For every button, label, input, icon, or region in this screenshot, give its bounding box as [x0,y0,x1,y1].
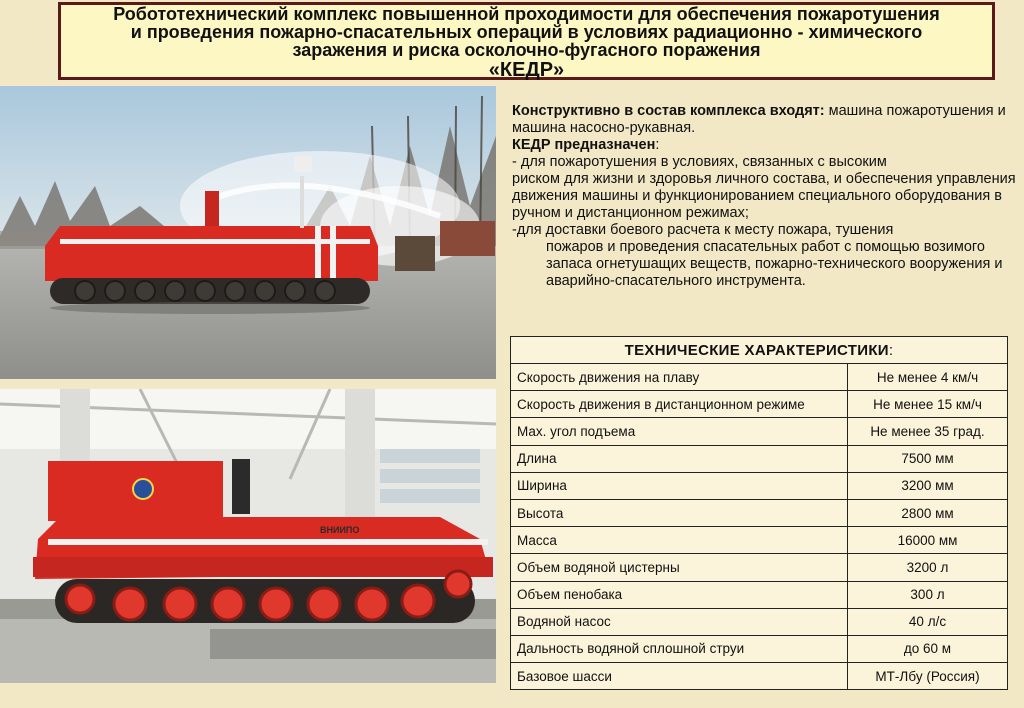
spec-param: Мах. угол подъема [511,418,848,445]
purpose-heading [512,137,1017,154]
description [512,103,1017,290]
spec-value: 2800 мм [848,499,1008,526]
spec-value: Не менее 15 км/ч [848,391,1008,418]
spec-row [511,391,1008,418]
spec-row [511,499,1008,526]
photo-vehicle-outdoor [0,86,496,379]
spec-value: 40 л/с [848,608,1008,635]
photo-vehicle-hangar [0,389,496,683]
spec-value: 3200 мм [848,472,1008,499]
spec-row [511,445,1008,472]
spec-row [511,635,1008,662]
spec-row [511,554,1008,581]
spec-value: 3200 л [848,554,1008,581]
spec-param: Ширина [511,472,848,499]
spec-value: 7500 мм [848,445,1008,472]
spec-param: Скорость движения в дистанционном режиме [511,391,848,418]
spec-row [511,527,1008,554]
composition-text: машина пожаротушения и машина насосно-рукавная. [512,103,1006,136]
vehicle-marking: ВНИИПО [320,525,360,535]
specs-header-text: ТЕХНИЧЕСКИЕ ХАРАКТЕРИСТИКИ [624,341,889,359]
spec-value: Не менее 4 км/ч [848,364,1008,391]
purpose-item-1-first: - для пожаротушения в условиях, связанных с высоким [512,154,887,170]
spec-row [511,581,1008,608]
spec-row [511,608,1008,635]
spec-param: Скорость движения на плаву [511,364,848,391]
slide-title [58,2,995,80]
purpose-item-2-rest: пожаров и проведения спасательных работ с помощью возимого запаса огнетушащих веществ, пожарно-технического вооружения и аварийно-спасательного инструмента. [546,239,1003,289]
spec-row [511,418,1008,445]
spec-param: Масса [511,527,848,554]
spec-value: 16000 мм [848,527,1008,554]
purpose-label: КЕДР предназначен [512,137,656,153]
spec-param: Базовое шасси [511,663,848,690]
spec-row [511,663,1008,690]
composition-label: Конструктивно в состав комплекса входят: [512,103,825,119]
spec-row [511,364,1008,391]
spec-param: Длина [511,445,848,472]
spec-value: до 60 м [848,635,1008,662]
spec-value: Не менее 35 град. [848,418,1008,445]
purpose-item-1-rest: риском для жизни и здоровья личного состава, и обеспечения управления движения машины и функционированием специального оборудования в ручном и дистанционном режимах; [512,171,1016,221]
title-line-1: Робототехнический комплекс повышенной проходимости для обеспечения пожаротушения [113,4,940,24]
purpose-item-2-first: -для доставки боевого расчета к месту пожара, тушения [512,222,894,238]
spec-value: МТ-Лбу (Россия) [848,663,1008,690]
spec-param: Высота [511,499,848,526]
purpose-item-1 [512,154,1017,222]
purpose-item-2-cont [512,239,1017,290]
spec-row [511,472,1008,499]
purpose-colon: : [655,137,660,153]
purpose-item-2 [512,222,1017,239]
specs-header-colon: : [888,341,894,359]
spec-param: Объем пенобака [511,581,848,608]
spec-param: Дальность водяной сплошной струи [511,635,848,662]
specs-header-row [511,337,1008,364]
composition-paragraph [512,103,1017,137]
title-line-3: заражения и риска осколочно-фугасного поражения [292,40,761,60]
spec-value: 300 л [848,581,1008,608]
specs-header [511,337,1008,364]
specs-table [510,336,1008,690]
spec-param: Водяной насос [511,608,848,635]
title-line-2: и проведения пожарно-спасательных операций в условиях радиационно - химического [130,22,923,42]
title-name: «КЕДР» [488,59,565,81]
spec-param: Объем водяной цистерны [511,554,848,581]
